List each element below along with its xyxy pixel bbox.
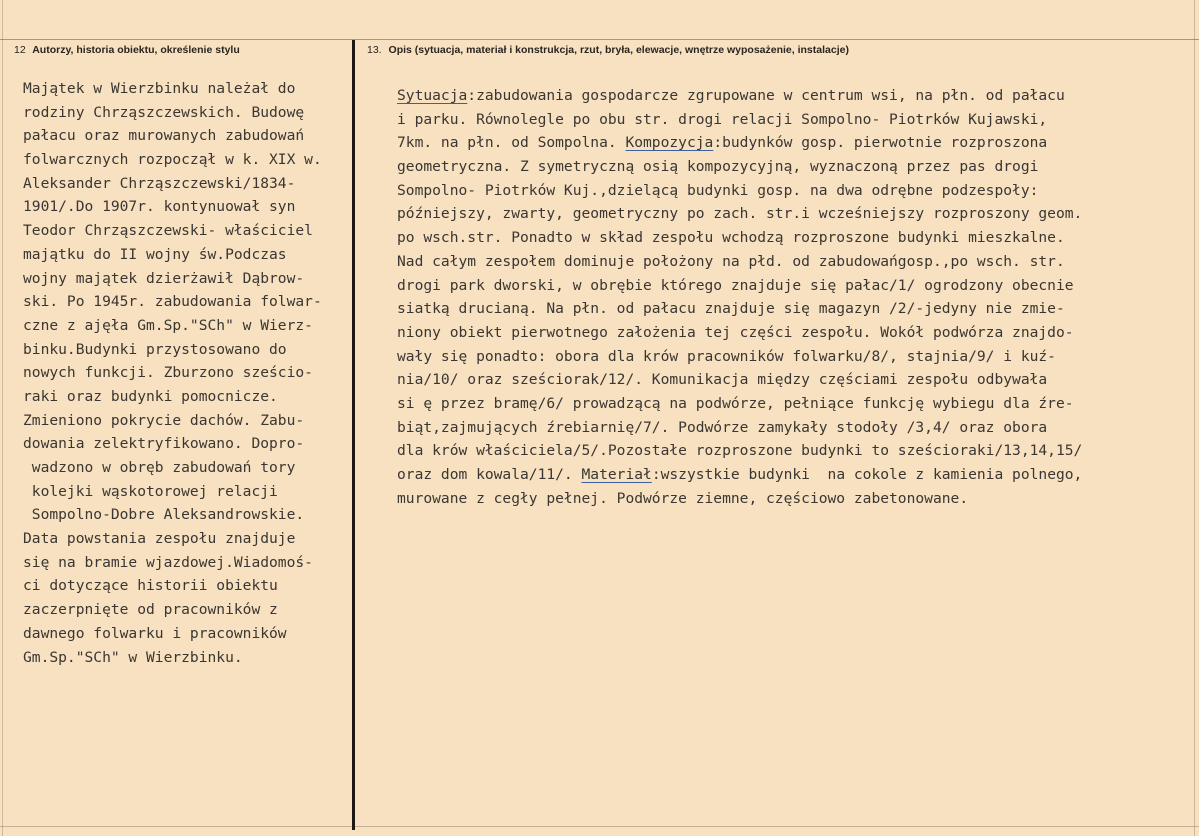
header-rule bbox=[0, 39, 1199, 40]
description-segment: :wszystkie budynki na cokole z kamienia polnego, bbox=[651, 466, 1083, 483]
left-rule bbox=[2, 0, 3, 836]
column-divider bbox=[352, 40, 355, 830]
history-line: nowych funkcji. Zburzono sześcio- bbox=[23, 364, 313, 382]
history-line: binku.Budynki przystosowano do bbox=[23, 340, 287, 358]
description-segment: oraz dom kowala/11/. bbox=[397, 466, 582, 483]
history-line: się na bramie wjazdowej.Wiadomoś- bbox=[23, 553, 313, 571]
description-line: si ę przez bramę/6/ prowadzącą na podwórze, pełniące funkcję wybiegu dla źre- bbox=[397, 394, 1074, 412]
description-line bbox=[397, 131, 1082, 155]
right-rule bbox=[1194, 0, 1195, 836]
history-line: zaczerpnięte od pracowników z bbox=[23, 601, 278, 619]
description-line: geometryczna. Z symetryczną osią kompozycyjną, wyznaczoną przez pas drogi bbox=[397, 158, 1039, 176]
term-material: Materiał bbox=[581, 466, 652, 483]
history-line: dowania zelektryfikowano. Dopro- bbox=[23, 435, 305, 453]
history-line: kolejki wąskotorowej relacji bbox=[23, 482, 278, 500]
history-line: dawnego folwarku i pracowników bbox=[23, 624, 287, 642]
section-12-number: 12 bbox=[14, 44, 26, 56]
description-line bbox=[397, 463, 1082, 487]
description-line: biąt,zajmujących źrebiarnię/7/. Podwórze zamykały stodoły /3,4/ oraz obora bbox=[397, 418, 1048, 436]
description-line: po wsch.str. Ponadto w skład zespołu wchodzą rozproszone budynki mieszkalne. bbox=[397, 229, 1065, 247]
section-13-number: 13. bbox=[367, 44, 382, 56]
description-segment: :zabudowania gospodarcze zgrupowane w centrum wsi, na płn. od pałacu bbox=[467, 87, 1065, 104]
history-line: 1901/.Do 1907r. kontynuował syn bbox=[23, 198, 296, 216]
history-line: Zmieniono pokrycie dachów. Zabu- bbox=[23, 411, 305, 429]
history-line: ski. Po 1945r. zabudowania folwar- bbox=[23, 293, 322, 311]
history-line: folwarcznych rozpoczął w k. XIX w. bbox=[23, 151, 322, 169]
history-text bbox=[23, 77, 322, 669]
description-line bbox=[397, 84, 1082, 108]
history-line: Aleksander Chrząszczewski/1834- bbox=[23, 174, 296, 192]
history-line: raki oraz budynki pomocnicze. bbox=[23, 387, 278, 405]
description-line: wały się ponadto: obora dla krów pracowników folwarku/8/, stajnia/9/ i kuź- bbox=[397, 347, 1056, 365]
bottom-rule bbox=[0, 826, 1199, 827]
description-line: murowane z cegły pełnej. Podwórze ziemne, częściowo zabetonowane. bbox=[397, 489, 969, 507]
history-line: czne z ajęła Gm.Sp."SCh" w Wierz- bbox=[23, 316, 313, 334]
history-line: wojny majątek dzierżawił Dąbrow- bbox=[23, 269, 305, 287]
description-line: drogi park dworski, w obrębie którego znajduje się pałac/1/ ogrodzony obecnie bbox=[397, 276, 1074, 294]
term-situation: Sytuacja bbox=[397, 87, 468, 104]
term-composition: Kompozycja bbox=[625, 134, 714, 152]
history-line: ci dotyczące historii obiektu bbox=[23, 577, 278, 595]
history-line: Teodor Chrząszczewski- właściciel bbox=[23, 222, 313, 240]
description-segment: 7km. na płn. od Sompolna. bbox=[397, 134, 626, 152]
description-line: niony obiekt pierwotnego założenia tej części zespołu. Wokół podwórza znajdo- bbox=[397, 323, 1074, 341]
description-line: siatką drucianą. Na płn. od pałacu znajduje się magazyn /2/-jedyny nie zmie- bbox=[397, 300, 1065, 318]
history-line: pałacu oraz murowanych zabudowań bbox=[23, 127, 305, 145]
section-12-heading bbox=[14, 44, 240, 56]
history-line: majątku do II wojny św.Podczas bbox=[23, 245, 287, 263]
description-line: i parku. Równolegle po obu str. drogi relacji Sompolno- Piotrków Kujawski, bbox=[397, 110, 1048, 128]
description-segment: :budynków gosp. pierwotnie rozproszona bbox=[713, 134, 1048, 152]
description-text bbox=[397, 84, 1082, 510]
history-line: Gm.Sp."SCh" w Wierzbinku. bbox=[23, 648, 243, 666]
section-13-title: Opis (sytuacja, materiał i konstrukcja, rzut, bryła, elewacje, wnętrze wyposażenie, instalacje) bbox=[388, 44, 849, 56]
history-line: Data powstania zespołu znajduje bbox=[23, 530, 296, 548]
history-line: wadzono w obręb zabudowań tory bbox=[23, 459, 296, 476]
section-12-title: Autorzy, historia obiektu, określenie stylu bbox=[32, 44, 240, 56]
description-line: Nad całym zespołem dominuje położony na płd. od zabudowańgosp.,po wsch. str. bbox=[397, 252, 1065, 270]
section-13-heading bbox=[367, 44, 849, 56]
history-line: rodziny Chrząszczewskich. Budowę bbox=[23, 103, 305, 121]
history-line: Majątek w Wierzbinku należał do bbox=[23, 80, 296, 97]
description-line: późniejszy, zwarty, geometryczny po zach. str.i wcześniejszy rozproszony geom. bbox=[397, 205, 1083, 223]
description-line: dla krów właściciela/5/.Pozostałe rozproszone budynki to sześcioraki/13,14,15/ bbox=[397, 442, 1083, 460]
description-line: nia/10/ oraz sześciorak/12/. Komunikacja między częściami zespołu odbywała bbox=[397, 371, 1048, 389]
description-line: Sompolno- Piotrków Kuj.,dzielącą budynki gosp. na dwa odrębne podzespoły: bbox=[397, 181, 1039, 199]
history-line: Sompolno-Dobre Aleksandrowskie. bbox=[23, 506, 305, 524]
